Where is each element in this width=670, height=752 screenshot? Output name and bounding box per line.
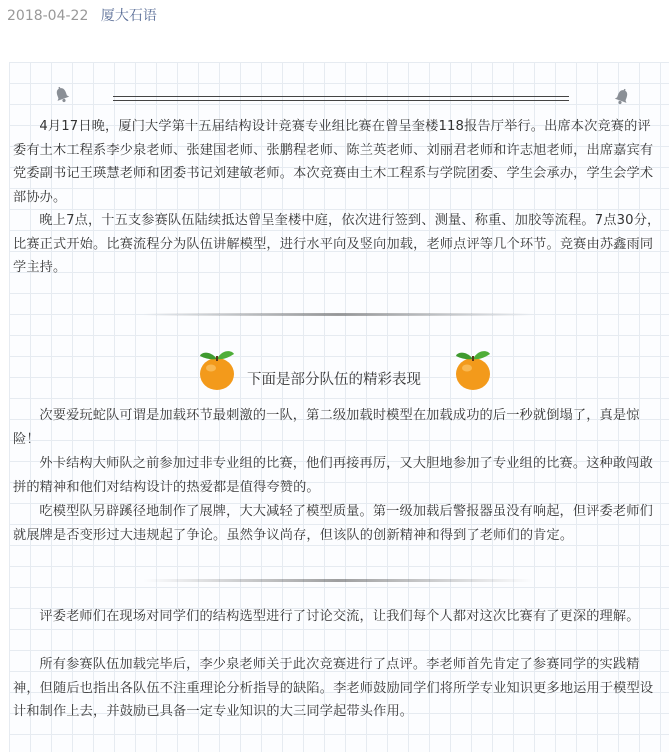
paragraph: 晚上7点，十五支参赛队伍陆续抵达曾呈奎楼中庭，依次进行签到、测量、称重、加胶等流程。7点30分，比赛正式开始。比赛流程分为队伍讲解模型，进行水平向及竖向加载，老师点评等几个环节。竞赛由苏鑫雨同学主持。 — [13, 213, 661, 276]
paragraph: 次要爱玩蛇队可谓是加载环节最刺激的一队，第二级加载时模型在加载成功的后一秒就倒塌了，真是惊险！ — [13, 408, 640, 447]
bell-icon — [53, 86, 71, 104]
paragraph: 吃模型队另辟蹊径地制作了展牌，大大减轻了模型质量。第一级加载后警报器虽没有响起，但评委老师们就展牌是否变形过大违规起了争论。虽然争议尚存，但该队的创新精神和得到了老师们的肯定。 — [13, 504, 653, 543]
paragraph: 4月17日晚，厦门大学第十五届结构设计竞赛专业组比赛在曾呈奎楼118报告厅举行。出席本次竞赛的评委有土木工程系李少泉老师、张建国老师、张鹏程老师、陈兰英老师、刘丽君老师和许志旭老师，出席嘉宾有党委副书记王瑛慧老师和团委书记刘建敏老师。本次竞赛由土木工程系与学院团委、学生会承办，学生会学术部协办。 — [13, 119, 654, 206]
paragraph: 评委老师们在现场对同学们的结构选型进行了讨论交流，让我们每个人都对这次比赛有了更深的理解。 — [39, 609, 640, 624]
article-body — [9, 62, 669, 752]
author-link[interactable]: 厦大石语 — [100, 8, 157, 24]
section-heading-text: 下面是部分队伍的精彩表现 — [247, 372, 421, 388]
paragraph: 外卡结构大师队之前参加过非专业组的比赛，他们再接再厉，又大胆地参加了专业组的比赛。这种敢闯敢拼的精神和他们对结构设计的热爱都是值得夸赞的。 — [13, 456, 653, 495]
header-rule — [113, 100, 569, 101]
article-meta — [7, 6, 157, 26]
header-rule — [113, 96, 569, 97]
paragraph: 所有参赛队伍加载完毕后，李少泉老师关于此次竞赛进行了点评。李老师首先肯定了参赛同学的实践精神，但随后也指出各队伍不注重理论分析指导的缺陷。李老师鼓励同学们将所学专业知识更多地运用于模型设计和制作上去，并鼓励已具备一定专业知识的大三同学起带头作用。 — [13, 657, 654, 720]
orange-icon — [195, 346, 239, 392]
publish-date: 2018-04-22 — [7, 8, 89, 24]
section-divider — [143, 313, 533, 316]
orange-icon — [451, 346, 495, 392]
section-divider — [143, 579, 533, 582]
bell-icon — [613, 88, 631, 106]
section-heading — [195, 344, 495, 394]
